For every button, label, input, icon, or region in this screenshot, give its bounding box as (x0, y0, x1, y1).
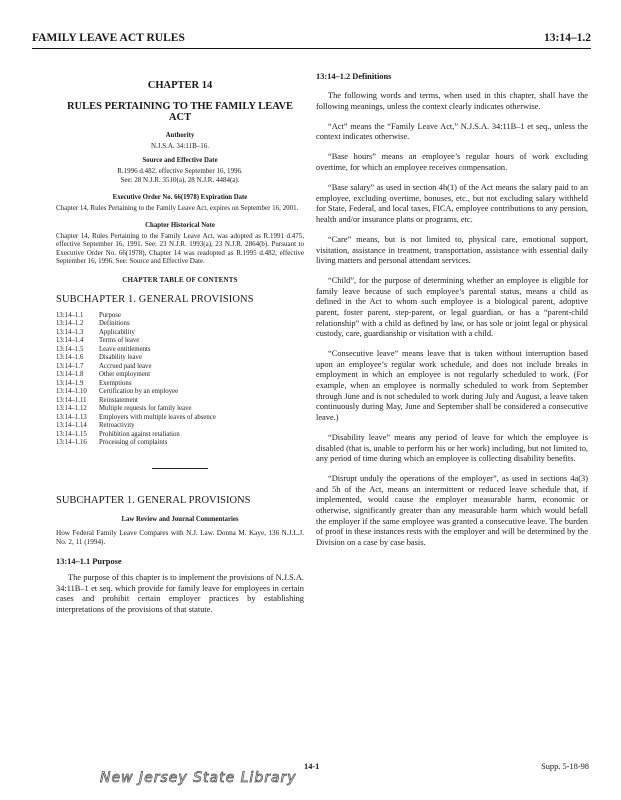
toc-entry-title: Prohibition against retaliation (99, 430, 180, 438)
law-review-text: How Federal Family Leave Compares with N.J. Law. Donna M. Kaye, 136 N.J.L.J. No. 2, 11 (1994). (56, 528, 304, 546)
authority-text: N.J.S.A. 34:11B–16. (150, 142, 210, 150)
source-text: R.1996 d.482, effective September 16, 1996. See: 28 N.J.R. 3510(a), 28 N.J.R. 4484(a). (117, 167, 243, 184)
running-header (32, 30, 591, 49)
section-divider (152, 468, 208, 469)
purpose-text: The purpose of this chapter is to implement the provisions of N.J.S.A. 34:11B–1 et seq. which provide for family leave for employees in certain cases and prohibit certain employer practices by establishing interpretations of the provisions of that statute. (56, 572, 304, 614)
toc-entry-number: 13:14–1.9 (56, 379, 84, 387)
subchapter-heading: SUBCHAPTER 1. GENERAL PROVISIONS (56, 494, 251, 506)
toc-entry-number: 13:14–1.12 (56, 405, 87, 413)
table-of-contents (56, 312, 216, 448)
authority-heading: Authority (165, 132, 195, 139)
toc-entry-title: Leave entitlements (99, 345, 151, 353)
historical-note-heading: Chapter Historical Note (145, 221, 215, 229)
right-column (316, 62, 588, 558)
definition-paragraph: “Base hours” means an employee’s regular hours of work excluding overtime, for which an employee receives compensation. (316, 152, 588, 172)
toc-entry (56, 380, 216, 389)
toc-entry-title: Definitions (99, 320, 130, 328)
header-title: FAMILY LEAVE ACT RULES (32, 32, 185, 44)
definition-paragraph: “Base salary” as used in section 4h(1) of the Act means the salary paid to an employee, excluding overtime, bonuses, etc., but not excluding salary withheld for State, Federal, and local taxes, FICA, employee contributions to any pension, health and/or insurance plans or programs, etc. (316, 183, 588, 224)
toc-entry (56, 388, 216, 397)
toc-entry-number: 13:14–1.16 (56, 439, 87, 447)
toc-entry (56, 363, 216, 372)
toc-entry-title: Disability leave (99, 354, 142, 362)
definition-paragraph: “Disability leave” means any period of leave for which the employee is disabled (that is, unable to perform his or her work) including, but not limited to, any period of time during which an employee is collecting disability benefits. (316, 432, 588, 464)
source-heading: Source and Effective Date (142, 157, 218, 164)
definition-paragraph: “Care” means, but is not limited to, physical care, emotional support, visitation, assistance in treatment, transportation, assistance with essential daily living matters and personal attendant services. (316, 234, 588, 266)
law-review-heading: Law Review and Journal Commentaries (121, 515, 239, 523)
definitions-body (316, 91, 588, 548)
toc-entry (56, 414, 216, 423)
toc-entry-number: 13:14–1.13 (56, 413, 87, 421)
toc-entry (56, 312, 216, 321)
definition-paragraph: “Child”, for the purpose of determining whether an employee is eligible for family leave because of such employee’s parental status, means a child as defined in the Act to whom such employee is a biological parent, adoptive parent, foster parent, step-parent, or legal guardian, or has a “parent-child relationship” with a child as defined by law, or has sole or joint legal or physical custody, care, guardianship or visitation with a child. (316, 276, 588, 339)
toc-entry-title: Accrued paid leave (99, 362, 152, 370)
toc-entry-title: Retroactivity (99, 422, 135, 430)
toc-entry (56, 405, 216, 414)
toc-subchapter-heading: SUBCHAPTER 1. GENERAL PROVISIONS (56, 293, 254, 305)
toc-entry-title: Other employment (99, 371, 151, 379)
supplement-date: Supp. 5-18-98 (541, 762, 589, 771)
toc-entry (56, 354, 216, 363)
toc-entry-number: 13:14–1.15 (56, 430, 87, 438)
toc-entry-title: Exemptions (99, 379, 132, 387)
chapter-number: CHAPTER 14 (147, 80, 213, 91)
toc-entry-title: Certification by an employee (99, 388, 179, 396)
toc-entry (56, 371, 216, 380)
toc-entry-number: 13:14–1.2 (56, 320, 84, 328)
toc-entry-number: 13:14–1.1 (56, 311, 84, 319)
definitions-intro: The following words and terms, when used in this chapter, shall have the following meanings, unless the context clearly indicates otherwise. (316, 91, 588, 111)
toc-entry-title: Terms of leave (99, 337, 140, 345)
toc-entry-number: 13:14–1.4 (56, 337, 84, 345)
toc-entry-title: Applicability (99, 328, 135, 336)
toc-entry-number: 13:14–1.5 (56, 345, 84, 353)
definition-paragraph: “Act” means the “Family Leave Act,” N.J.S.A. 34:11B–1 et seq., unless the context indicates otherwise. (316, 121, 588, 142)
toc-entry (56, 422, 216, 431)
toc-entry (56, 329, 216, 338)
exec-order-text: Chapter 14, Rules Pertaining to the Family Leave Act, expires on September 16, 2001. (56, 204, 299, 212)
toc-entry-number: 13:14–1.3 (56, 328, 84, 336)
toc-entry-number: 13:14–1.10 (56, 388, 87, 396)
toc-entry-number: 13:14–1.7 (56, 362, 84, 370)
toc-entry-number: 13:14–1.8 (56, 371, 84, 379)
historical-note-text: Chapter 14, Rules Pertaining to the Family Leave Act, was adopted as R.1991 d.475, effective September 16, 1991. See: 23 N.J.R. 1993(a), 23 N.J.R. 2864(b). Pursuant to Executive Order No. 66(1978), Chapter 14 was readopted as R.1995 d.482, effective September 16, 1996. See: Source and Effective Date. (56, 231, 304, 266)
definitions-section-heading: 13:14–1.2 Definitions (316, 72, 392, 81)
toc-entry (56, 439, 216, 448)
toc-entry (56, 431, 216, 440)
toc-heading: CHAPTER TABLE OF CONTENTS (122, 275, 238, 284)
toc-entry-number: 13:14–1.11 (56, 396, 87, 404)
page-number: 14-1 (304, 762, 320, 771)
toc-entry-title: Reinstatement (99, 396, 138, 404)
toc-entry-number: 13:14–1.6 (56, 354, 84, 362)
toc-entry-number: 13:14–1.14 (56, 422, 87, 430)
chapter-title: RULES PERTAINING TO THE FAMILY LEAVE ACT (66, 101, 294, 123)
toc-entry-title: Processing of complaints (99, 439, 168, 447)
left-column (56, 62, 304, 625)
definition-paragraph: “Disrupt unduly the operations of the employer”, as used in sections 4a(3) and 5h of the Act, means an intermittent or reduced leave schedule that, if implemented, would cause the employer measurable harm, economic or otherwise, significantly greater than any measurable harm which would befall the employer if the same employee was granted a consecutive leave. The burden of proof in these instances rests with the employer and will be determined by the Division on a case by case basis. (316, 474, 588, 547)
exec-order-heading: Executive Order No. 66(1978) Expiration Date (112, 194, 248, 201)
toc-entry-title: Purpose (99, 311, 121, 319)
header-section-number: 13:14–1.2 (544, 32, 591, 44)
toc-entry (56, 337, 216, 346)
definition-paragraph: “Consecutive leave” means leave that is taken without interruption based upon an employee’s regular work schedule, and does not include breaks in employment in which an employee is not regularly scheduled to work. (For example, when an employee is normally scheduled to work from September through June and is not scheduled to work during July and August, a leave taken continuously during May, June and September shall be considered a consecutive leave.) (316, 349, 588, 422)
toc-entry-title: Employers with multiple leaves of absence (99, 413, 216, 421)
toc-entry (56, 397, 216, 406)
library-stamp: New Jersey State Library (100, 770, 297, 786)
toc-entry-title: Multiple requests for family leave (99, 405, 192, 413)
toc-entry (56, 320, 216, 329)
purpose-section-heading: 13:14–1.1 Purpose (56, 556, 122, 566)
toc-entry (56, 346, 216, 355)
